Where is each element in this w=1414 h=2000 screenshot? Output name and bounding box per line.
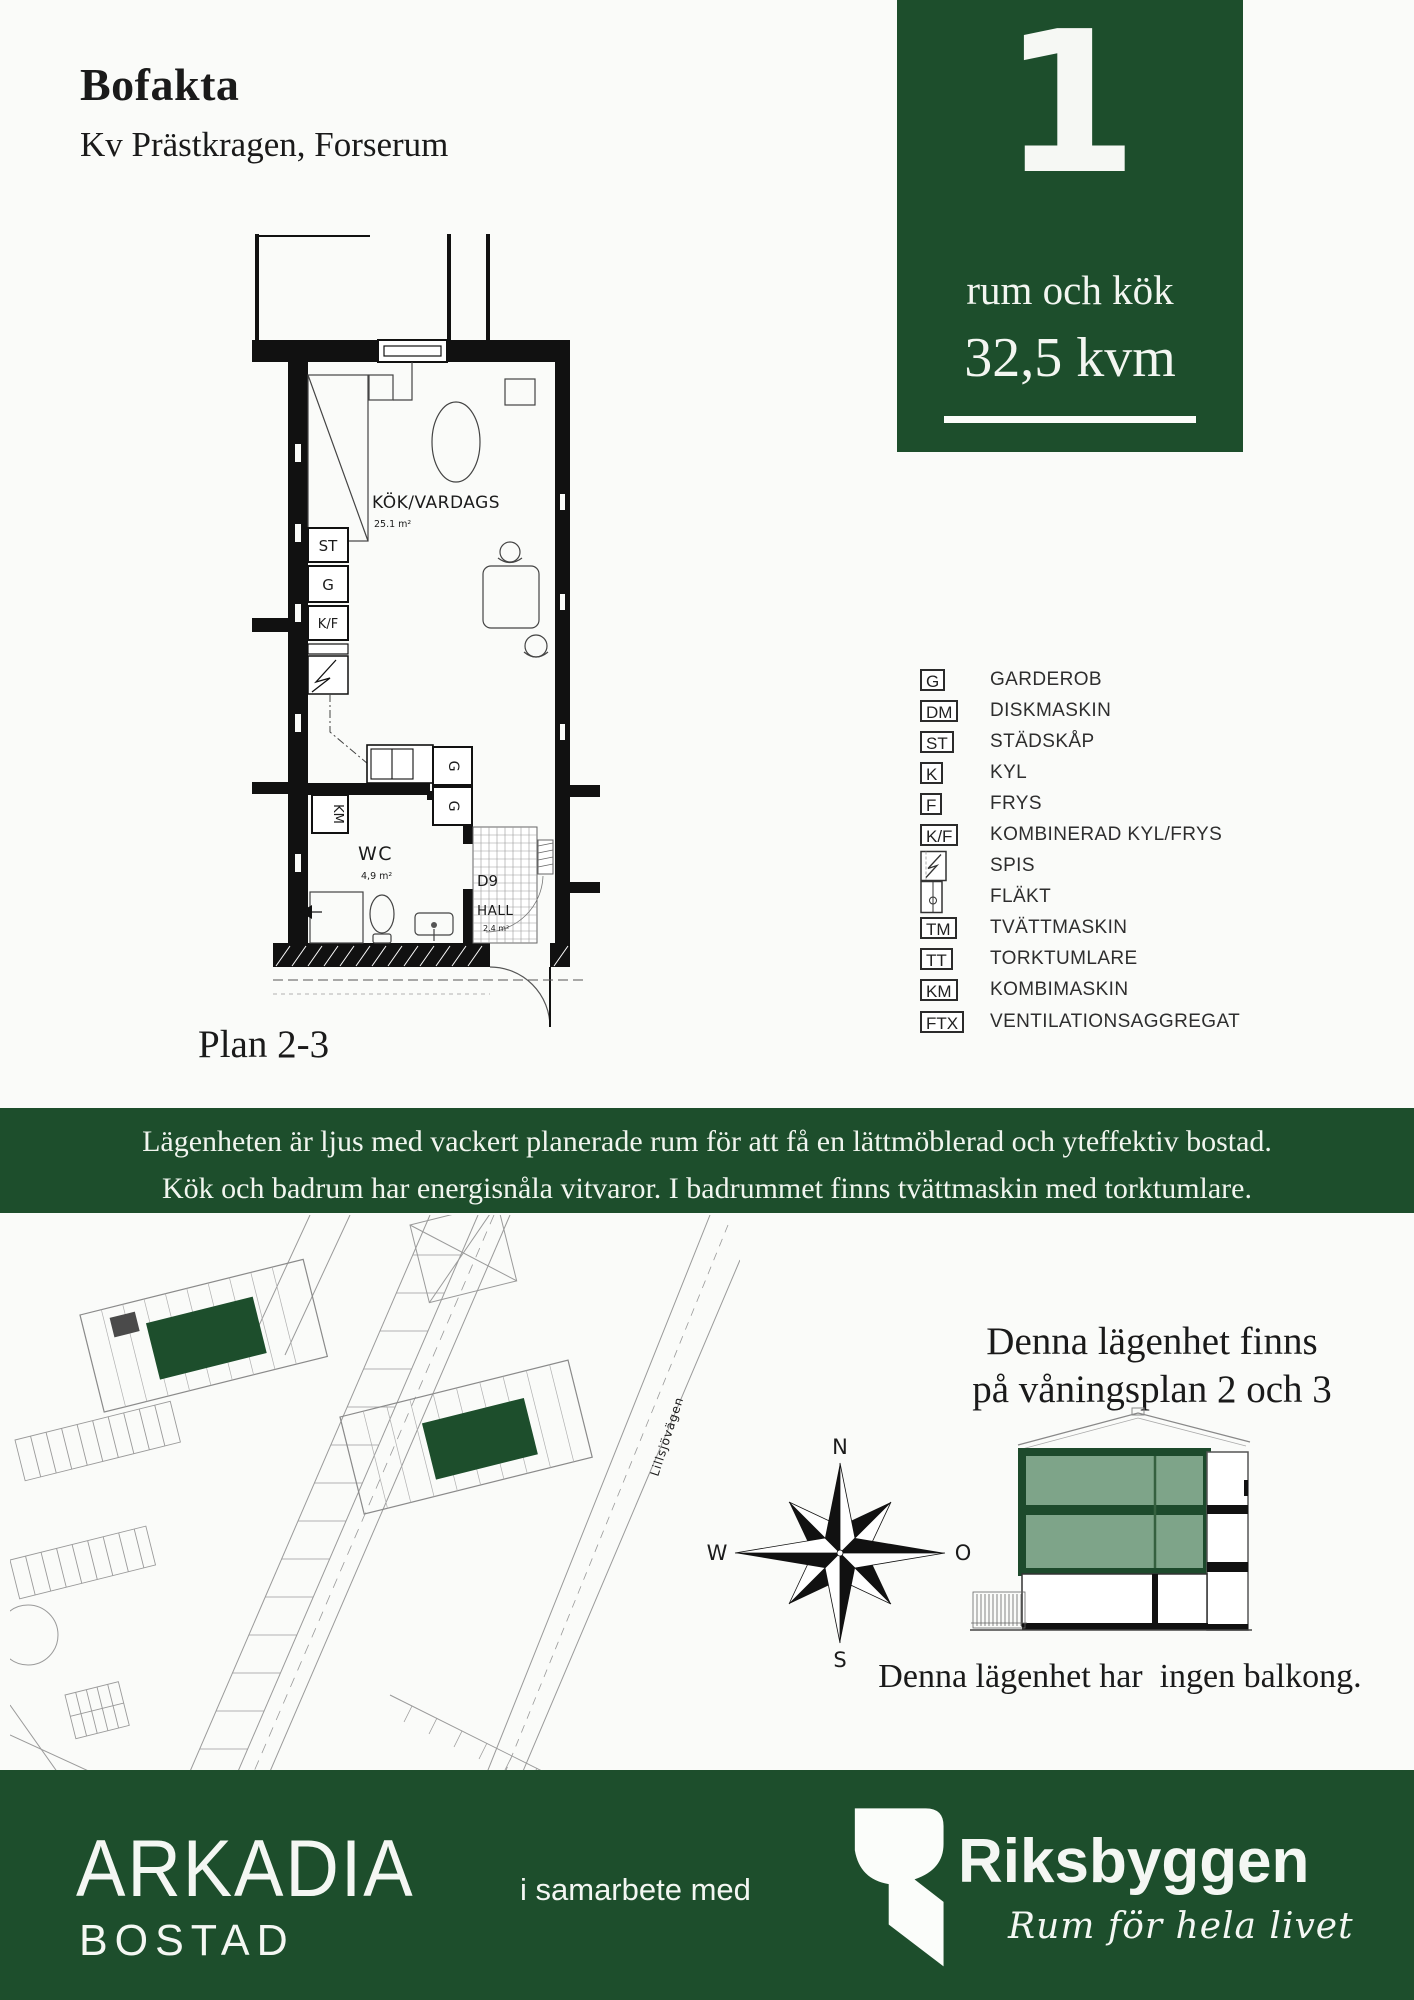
legend-code: DM bbox=[920, 700, 958, 722]
legend-code: F bbox=[920, 793, 942, 815]
legend-label: KYL bbox=[990, 761, 1028, 783]
apartment-info-box bbox=[897, 0, 1243, 452]
chair bbox=[500, 542, 520, 562]
hall-label: HALL bbox=[477, 903, 514, 919]
compass-drawing bbox=[705, 1438, 975, 1673]
legend-label: TVÄTTMASKIN bbox=[990, 917, 1128, 939]
page-title: Bofakta bbox=[80, 59, 240, 110]
arkadia-logo-sub: BOSTAD bbox=[79, 1916, 295, 1965]
legend-code: K/F bbox=[920, 824, 958, 846]
legend-row bbox=[920, 851, 1360, 882]
building-1 bbox=[80, 1259, 327, 1412]
wc-area-label: 4,9 m² bbox=[361, 871, 393, 882]
footer bbox=[0, 1770, 1414, 2000]
legend-label: KOMBINERAD KYL/FRYS bbox=[990, 824, 1223, 846]
legend-code: TT bbox=[920, 948, 953, 970]
site-plan-drawing bbox=[10, 1215, 740, 1790]
legend-row bbox=[920, 664, 1360, 695]
legend-label: KOMBIMASKIN bbox=[990, 979, 1129, 1001]
flakt-icon bbox=[920, 881, 943, 914]
room-area-label: 25.1 m² bbox=[374, 519, 412, 530]
chair bbox=[525, 635, 547, 657]
toilet bbox=[370, 895, 394, 933]
g-label: G bbox=[445, 760, 461, 772]
legend-row bbox=[920, 1006, 1360, 1037]
room-label: KÖK/VARDAGS bbox=[372, 493, 501, 513]
riksbyggen-tagline: Rum för hela livet bbox=[1008, 1906, 1354, 1947]
floor-plan bbox=[240, 294, 600, 1074]
riksbyggen-wordmark: Riksbyggen bbox=[958, 1827, 1310, 1896]
collab-text: i samarbete med bbox=[520, 1872, 751, 1907]
legend-label: STÄDSKÅP bbox=[990, 730, 1095, 752]
legend-label: SPIS bbox=[990, 855, 1035, 877]
compass-south-label: S bbox=[833, 1648, 847, 1672]
g-label: G bbox=[322, 576, 334, 594]
page-subtitle: Kv Prästkragen, Forserum bbox=[80, 125, 449, 164]
km-label: KM bbox=[330, 804, 345, 824]
hall-area-label: 2.4 m² bbox=[483, 924, 510, 933]
kf-label: K/F bbox=[317, 617, 339, 632]
tv-bench bbox=[505, 379, 535, 405]
highlighted-unit bbox=[422, 1398, 538, 1480]
legend-code: KM bbox=[920, 979, 958, 1001]
building-section bbox=[940, 1390, 1270, 1640]
description-banner bbox=[0, 1108, 1414, 1213]
banner-line-1: Lägenheten är ljus med vackert planerade rum för att få en lättmöblerad och yteffektiv bostad. bbox=[142, 1125, 1272, 1158]
legend-row bbox=[920, 913, 1360, 944]
legend-row bbox=[920, 819, 1360, 850]
rooms-label: rum och kök bbox=[966, 267, 1174, 313]
site-plan bbox=[10, 1215, 740, 1790]
legend-code: TM bbox=[920, 917, 957, 939]
shower bbox=[310, 892, 363, 943]
window bbox=[378, 340, 447, 362]
plan-caption: Plan 2-3 bbox=[198, 1023, 330, 1066]
legend-label: FRYS bbox=[990, 792, 1042, 814]
underline-rule bbox=[944, 416, 1196, 423]
legend-row bbox=[920, 757, 1360, 788]
wc-label: WC bbox=[358, 843, 394, 865]
entrance-door-arc bbox=[490, 967, 550, 1027]
compass-east-label: O bbox=[954, 1541, 972, 1565]
dining-table bbox=[483, 566, 539, 628]
building-section-drawing bbox=[940, 1390, 1270, 1640]
legend-code: FTX bbox=[920, 1011, 964, 1033]
balcony-note: Denna lägenhet har ingen balkong. bbox=[878, 1658, 1362, 1695]
location-line-2: på våningsplan 2 och 3 bbox=[972, 1368, 1332, 1411]
legend-code: K bbox=[920, 762, 943, 784]
legend-row bbox=[920, 788, 1360, 819]
entrance-stairs bbox=[971, 1592, 1027, 1628]
legend-code: ST bbox=[920, 731, 954, 753]
legend-row bbox=[920, 944, 1360, 975]
riksbyggen-icon bbox=[850, 1808, 950, 1975]
legend-row bbox=[920, 975, 1360, 1006]
compass-north-label: N bbox=[832, 1438, 848, 1459]
legend-code: G bbox=[920, 669, 945, 691]
spis-icon bbox=[920, 851, 947, 882]
oval-table bbox=[432, 402, 480, 482]
header bbox=[80, 58, 448, 165]
legend-label: FLÄKT bbox=[990, 886, 1052, 908]
location-line-1: Denna lägenhet finns bbox=[986, 1320, 1318, 1363]
g-label: G bbox=[445, 800, 461, 812]
street-label: Lillsjövägen bbox=[647, 1394, 687, 1478]
highlighted-unit bbox=[146, 1297, 267, 1380]
floor-plan-drawing bbox=[240, 294, 600, 1074]
stove bbox=[308, 656, 348, 694]
building-2 bbox=[340, 1360, 592, 1514]
symbol-legend bbox=[920, 664, 1360, 1037]
compass-west-label: W bbox=[706, 1541, 728, 1565]
rooms-number: 1 bbox=[1001, 0, 1139, 218]
banner-line-2: Kök och badrum har energisnåla vitvaror. I badrummet finns tvättmaskin med torktumlare. bbox=[162, 1172, 1252, 1205]
compass-rose bbox=[705, 1438, 975, 1673]
legend-label: GARDEROB bbox=[990, 668, 1102, 690]
legend-label: VENTILATIONSAGGREGAT bbox=[990, 1010, 1241, 1032]
legend-row bbox=[920, 695, 1360, 726]
st-label: ST bbox=[318, 537, 338, 555]
area-label: 32,5 kvm bbox=[964, 327, 1176, 389]
door-id-label: D9 bbox=[477, 872, 499, 890]
legend-row bbox=[920, 726, 1360, 757]
legend-label: DISKMASKIN bbox=[990, 699, 1112, 721]
legend-label: TORKTUMLARE bbox=[990, 948, 1138, 970]
arkadia-logo: ARKADIA bbox=[76, 1823, 415, 1914]
legend-row bbox=[920, 882, 1360, 913]
